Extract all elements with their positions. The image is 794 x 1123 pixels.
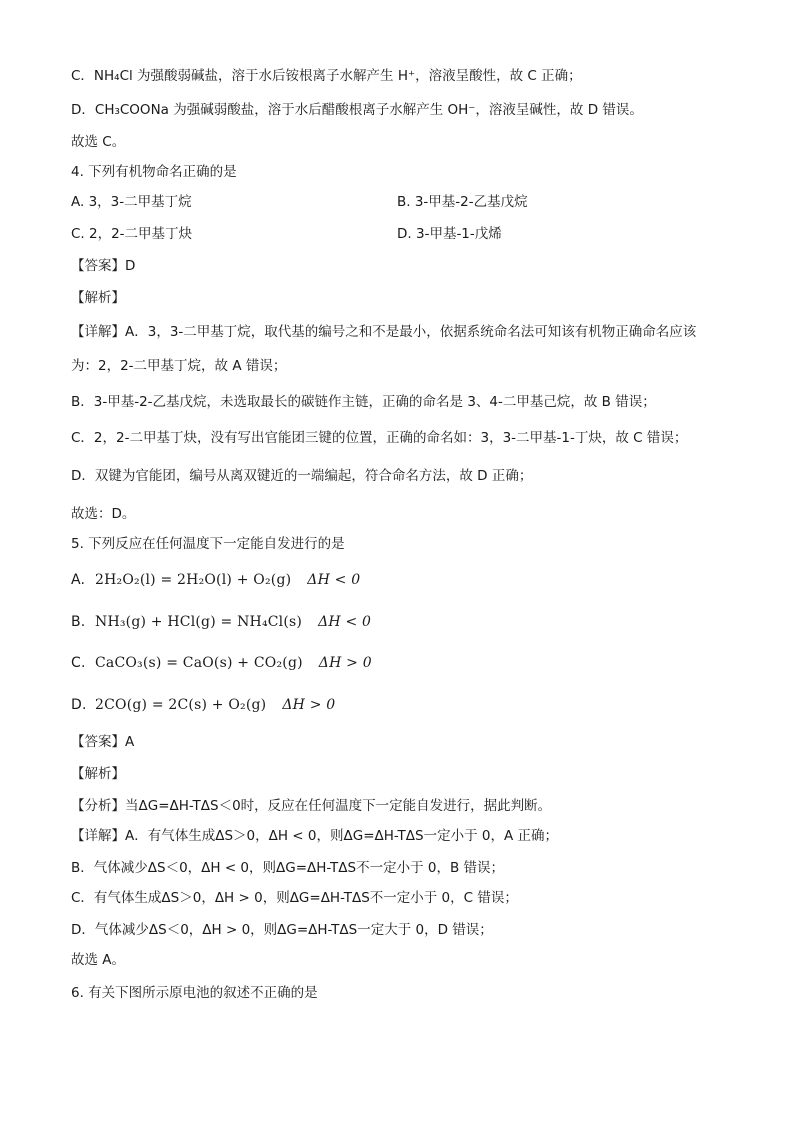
q4-answer: 【答案】D — [71, 258, 136, 274]
q5-option-a-label: A. — [71, 572, 86, 588]
q5-option-d-condition: ΔH > 0 — [282, 697, 336, 713]
q4-option-c: C. 2，2-二甲基丁炔 — [71, 226, 193, 242]
explanation-line-d: D．CH₃COONa 为强碱弱酸盐，溶于水后醋酸根离子水解产生 OH⁻，溶液呈碱性，故 D 错误。 — [71, 102, 643, 118]
q4-analysis-tag: 【解析】 — [71, 290, 125, 306]
q4-detail-5: D．双键为官能团，编号从离双键近的一端编起，符合命名方法，故 D 正确； — [71, 468, 533, 484]
q5-option-c-equation: CaCO₃(s) = CaO(s) + CO₂(g) — [95, 655, 303, 671]
q5-option-d — [71, 695, 335, 715]
q4-option-b: B. 3-甲基-2-乙基戊烷 — [397, 194, 528, 210]
q5-fenxi: 【分析】当ΔG=ΔH-TΔS＜0时，反应在任何温度下一定能自发进行，据此判断。 — [71, 798, 552, 814]
q5-detail-2: B．气体减少ΔS＜0，ΔH < 0，则ΔG=ΔH-TΔS不一定小于 0，B 错误； — [71, 860, 505, 876]
choose-line: 故选 C。 — [71, 134, 126, 150]
q4-option-a: A. 3，3-二甲基丁烷 — [71, 194, 192, 210]
q5-option-b-condition: ΔH < 0 — [318, 614, 372, 630]
q5-detail-3: C．有气体生成ΔS＞0，ΔH > 0，则ΔG=ΔH-TΔS不一定小于 0，C 错误； — [71, 890, 518, 906]
q4-detail-3: B．3-甲基-2-乙基戊烷，未选取最长的碳链作主链，正确的命名是 3、4-二甲基己烷，故 B 错误； — [71, 394, 656, 410]
q5-answer: 【答案】A — [71, 734, 135, 750]
q5-detail-4: D．气体减少ΔS＜0，ΔH > 0，则ΔG=ΔH-TΔS一定大于 0，D 错误； — [71, 922, 493, 938]
q5-option-a-equation: 2H₂O₂(l) = 2H₂O(l) + O₂(g) — [95, 572, 292, 588]
q5-option-d-equation: 2CO(g) = 2C(s) + O₂(g) — [95, 697, 267, 713]
q5-analysis-tag: 【解析】 — [71, 766, 125, 782]
question-5-stem: 5. 下列反应在任何温度下一定能自发进行的是 — [71, 536, 345, 552]
q4-choose: 故选：D。 — [71, 506, 136, 522]
question-4-stem: 4. 下列有机物命名正确的是 — [71, 164, 237, 180]
q5-detail-1: 【详解】A．有气体生成ΔS＞0，ΔH < 0，则ΔG=ΔH-TΔS一定小于 0，A 正确； — [71, 828, 558, 844]
q5-choose: 故选 A。 — [71, 952, 126, 968]
q5-option-d-label: D. — [71, 697, 87, 713]
q5-option-a-condition: ΔH < 0 — [307, 572, 361, 588]
q5-option-a — [71, 570, 360, 590]
q5-option-c-condition: ΔH > 0 — [318, 655, 372, 671]
q4-detail-2: 为：2，2-二甲基丁烷，故 A 错误； — [71, 358, 287, 374]
q5-option-b-label: B. — [71, 614, 86, 630]
q5-option-c-label: C. — [71, 655, 86, 671]
q4-detail-1: 【详解】A．3，3-二甲基丁烷，取代基的编号之和不是最小，依据系统命名法可知该有机物正确命名应该 — [71, 324, 697, 340]
explanation-line-c: C．NH₄Cl 为强酸弱碱盐，溶于水后铵根离子水解产生 H⁺，溶液呈酸性，故 C 正确； — [71, 68, 582, 84]
q5-option-b-equation: NH₃(g) + HCl(g) = NH₄Cl(s) — [95, 614, 303, 630]
q4-option-d: D. 3-甲基-1-戊烯 — [397, 226, 502, 242]
q5-option-b — [71, 612, 371, 632]
q5-option-c — [71, 653, 372, 673]
q4-detail-4: C．2，2-二甲基丁炔，没有写出官能团三键的位置，正确的命名如：3，3-二甲基-1-丁炔，故 C 错误； — [71, 430, 688, 446]
question-6-stem: 6. 有关下图所示原电池的叙述不正确的是 — [71, 985, 318, 1001]
